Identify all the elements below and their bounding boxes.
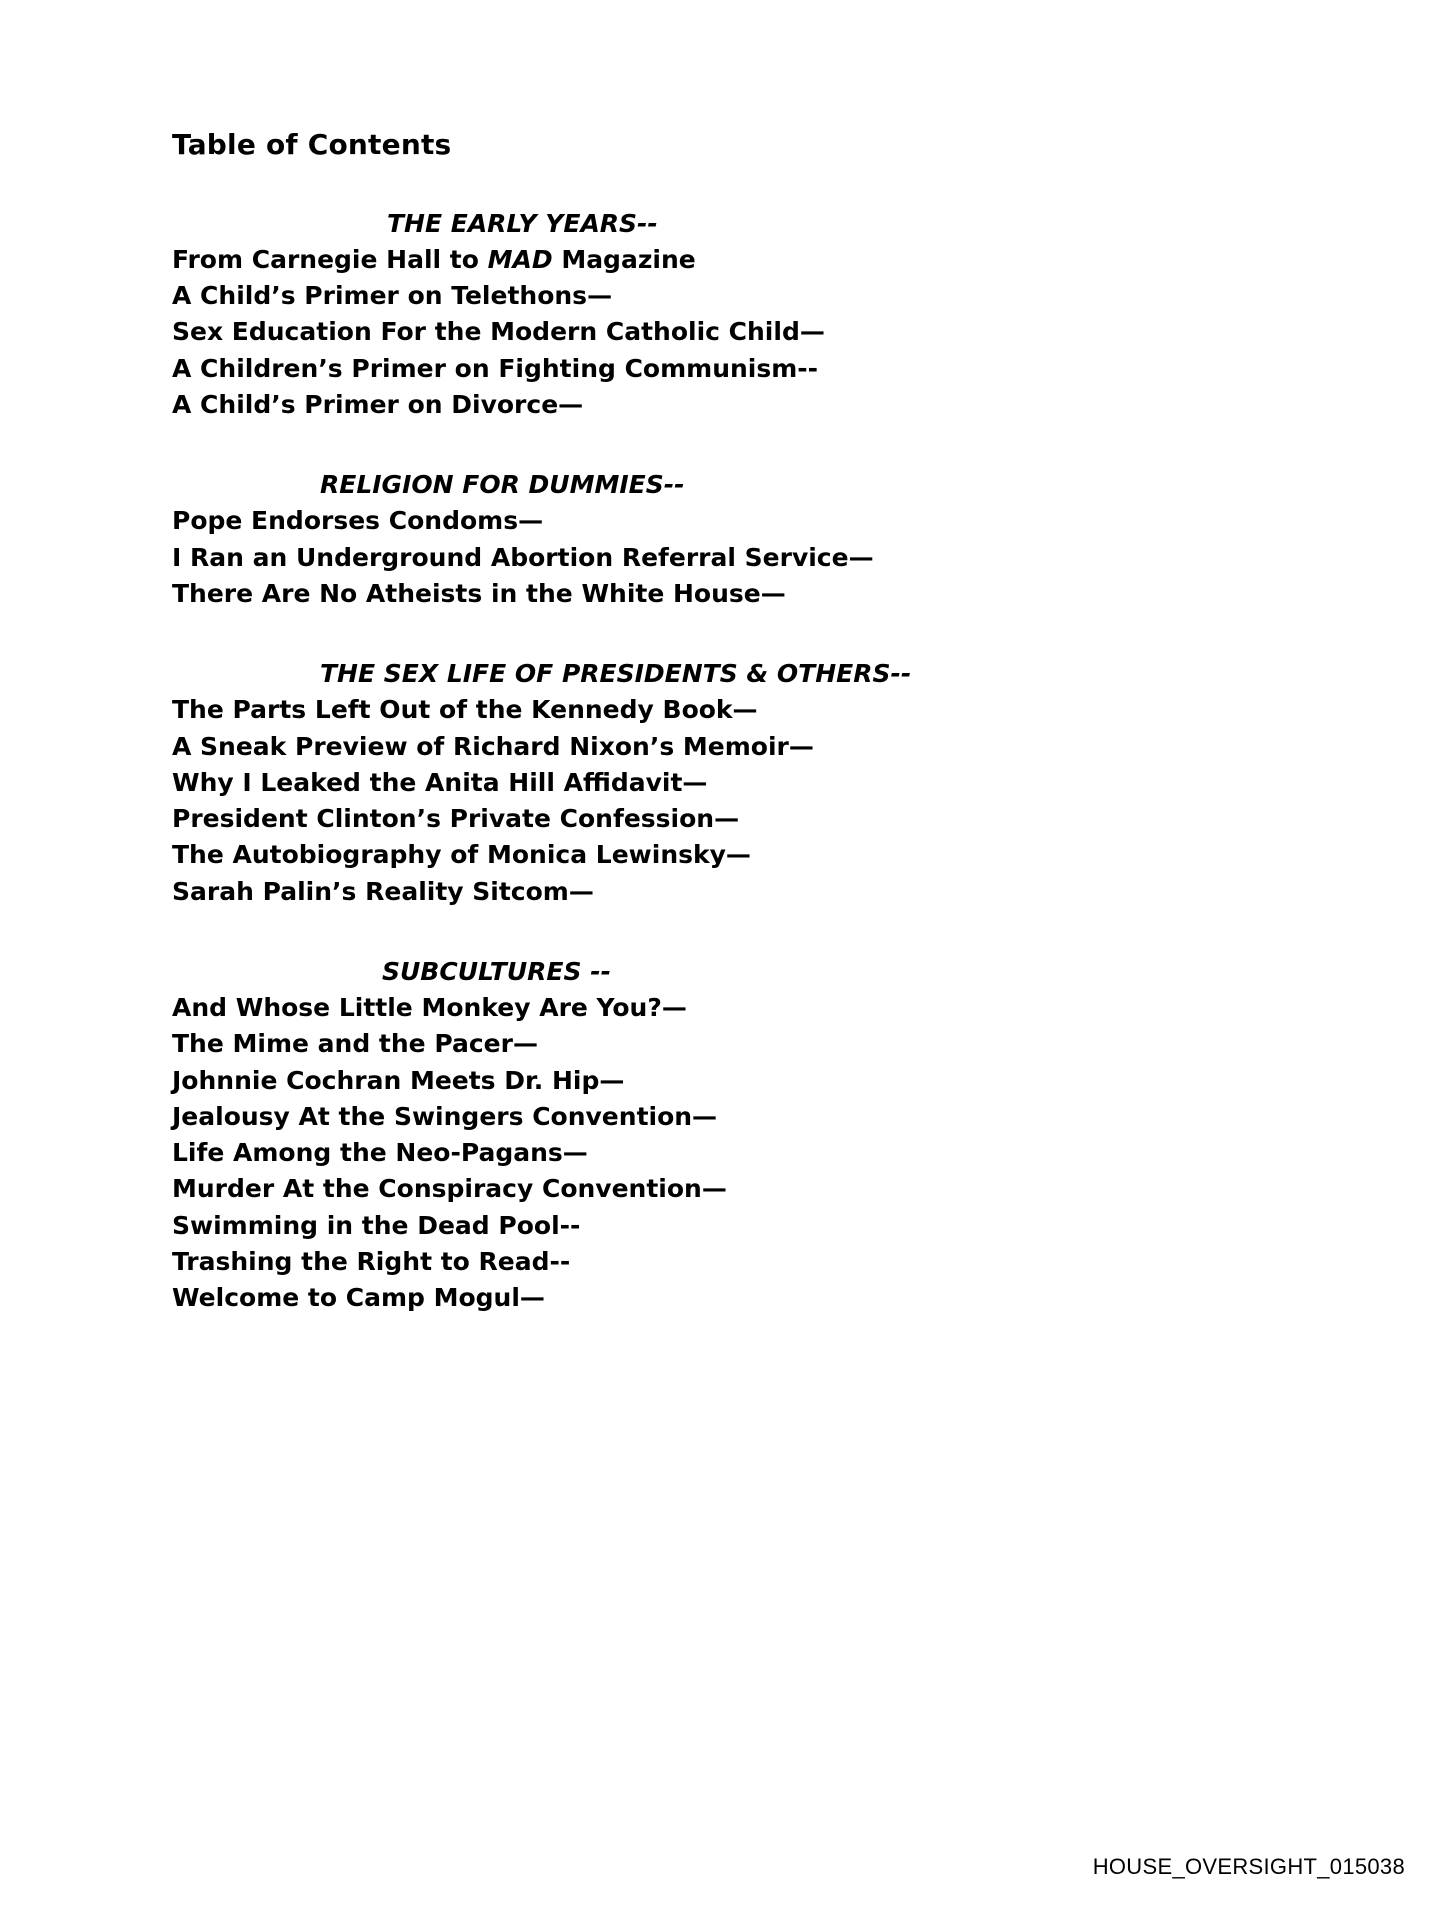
section-subcultures bbox=[172, 954, 1292, 1317]
toc-entry: From Carnegie Hall to MAD Magazine bbox=[172, 244, 696, 274]
bates-stamp: HOUSE_OVERSIGHT_015038 bbox=[1092, 1854, 1405, 1879]
toc-entry: The Parts Left Out of the Kennedy Book— bbox=[172, 695, 758, 725]
toc-entry: A Children’s Primer on Fighting Communism-- bbox=[172, 353, 819, 383]
page-title: Table of Contents bbox=[172, 128, 452, 161]
toc-entry: Sex Education For the Modern Catholic Child— bbox=[172, 317, 825, 347]
toc-entry: The Mime and the Pacer— bbox=[172, 1029, 538, 1059]
section-heading: SUBCULTURES -- bbox=[382, 956, 611, 986]
toc-entry: Jealousy At the Swingers Convention— bbox=[172, 1101, 718, 1131]
toc-entry: And Whose Little Monkey Are You?— bbox=[172, 993, 687, 1023]
toc-entry: A Sneak Preview of Richard Nixon’s Memoir— bbox=[172, 731, 814, 761]
toc-entry: A Child’s Primer on Divorce— bbox=[172, 389, 584, 419]
section-religion-for-dummies bbox=[172, 467, 1292, 612]
toc-entry: Trashing the Right to Read-- bbox=[172, 1246, 571, 1276]
toc-entry: There Are No Atheists in the White House— bbox=[172, 578, 786, 608]
section-heading: RELIGION FOR DUMMIES-- bbox=[320, 470, 685, 500]
section-the-early-years bbox=[172, 206, 1292, 424]
section-heading: THE EARLY YEARS-- bbox=[387, 208, 658, 238]
document-body bbox=[172, 128, 1292, 1316]
toc-entry: The Autobiography of Monica Lewinsky— bbox=[172, 840, 751, 870]
toc-entry: Murder At the Conspiracy Convention— bbox=[172, 1174, 727, 1204]
toc-entry: Why I Leaked the Anita Hill Affidavit— bbox=[172, 767, 708, 797]
toc-entry: Pope Endorses Condoms— bbox=[172, 506, 544, 536]
section-heading: THE SEX LIFE OF PRESIDENTS & OTHERS-- bbox=[320, 659, 912, 689]
toc-entry: A Child’s Primer on Telethons— bbox=[172, 281, 613, 311]
toc-entry: Welcome to Camp Mogul— bbox=[172, 1283, 545, 1313]
toc-entry: Swimming in the Dead Pool-- bbox=[172, 1210, 581, 1240]
toc-entry: President Clinton’s Private Confession— bbox=[172, 804, 740, 834]
section-the-sex-life-of-presidents-and-others bbox=[172, 656, 1292, 910]
toc-entry: Life Among the Neo-Pagans— bbox=[172, 1138, 588, 1168]
toc-entry: Sarah Palin’s Reality Sitcom— bbox=[172, 876, 594, 906]
toc-entry: Johnnie Cochran Meets Dr. Hip— bbox=[172, 1065, 625, 1095]
toc-entry: I Ran an Underground Abortion Referral Service— bbox=[172, 542, 874, 572]
